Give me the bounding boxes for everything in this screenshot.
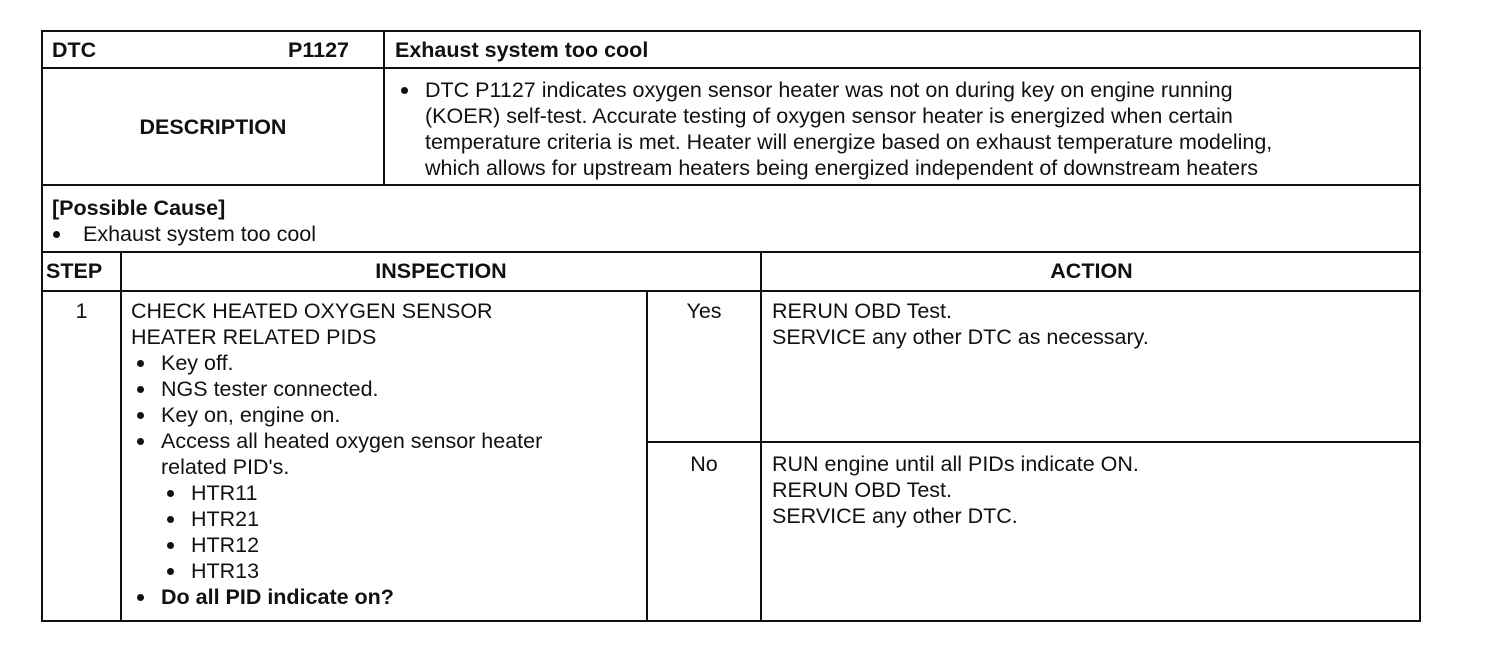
rule-after-header (43, 67, 1419, 69)
rule-after-description (43, 184, 1419, 186)
description-text (395, 77, 1272, 181)
description-item (395, 77, 1272, 181)
pid-item: HTR21 (161, 506, 542, 532)
inspection-bullet: Key off. (131, 350, 542, 376)
inspection-column-header: INSPECTION (375, 259, 507, 283)
step-column-header: STEP (46, 259, 103, 283)
rule-action-divider (760, 251, 762, 620)
no-label: No (690, 452, 718, 476)
access-line: Access all heated oxygen sensor heater (161, 429, 543, 453)
inspection-bullet-access (131, 428, 542, 480)
possible-cause-label: [Possible Cause] (52, 196, 226, 220)
inspection-question: Do all PID indicate on? (131, 584, 542, 610)
inspection-bullet: Key on, engine on. (131, 402, 542, 428)
no-action-line: RERUN OBD Test. (772, 478, 952, 502)
possible-cause-item: Exhaust system too cool (47, 221, 316, 247)
description-line: (KOER) self-test. Accurate testing of oxygen sensor heater is energized when certain (425, 104, 1233, 128)
description-line: DTC P1127 indicates oxygen sensor heater was not on during key on engine running (425, 78, 1233, 102)
inspection-title-line: CHECK HEATED OXYGEN SENSOR (131, 299, 493, 323)
description-line: temperature criteria is met. Heater will energize based on exhaust temperature modeling, (425, 130, 1273, 154)
no-action-line: SERVICE any other DTC. (772, 504, 1018, 528)
no-action-cell (772, 451, 1139, 529)
inspection-title-line: HEATER RELATED PIDS (131, 325, 377, 349)
pid-item: HTR13 (161, 558, 542, 584)
yes-action-line: RERUN OBD Test. (772, 299, 952, 323)
dtc-label: DTC (52, 38, 97, 62)
inspection-cell (131, 298, 542, 610)
step-number: 1 (75, 299, 88, 323)
yes-label: Yes (686, 299, 722, 323)
pid-item: HTR11 (161, 480, 542, 506)
dtc-code: P1127 (288, 38, 349, 62)
no-action-line: RUN engine until all PIDs indicate ON. (772, 452, 1139, 476)
rule-after-cause (43, 251, 1419, 253)
dtc-table (41, 30, 1421, 622)
action-column-header: ACTION (1050, 259, 1133, 283)
access-line: related PID's. (161, 455, 290, 479)
pid-item: HTR12 (161, 532, 542, 558)
description-line: which allows for upstream heaters being energized independent of downstream heaters (425, 156, 1259, 180)
inspection-bullet: NGS tester connected. (131, 376, 542, 402)
dtc-title: Exhaust system too cool (395, 38, 649, 62)
rule-after-columns (43, 290, 1419, 292)
possible-cause-list (47, 221, 316, 247)
rule-header-divider (383, 32, 385, 184)
yes-action-line: SERVICE any other DTC as necessary. (772, 325, 1149, 349)
description-label: DESCRIPTION (139, 115, 287, 139)
rule-step-divider (120, 251, 122, 620)
yes-action-cell (772, 298, 1149, 350)
